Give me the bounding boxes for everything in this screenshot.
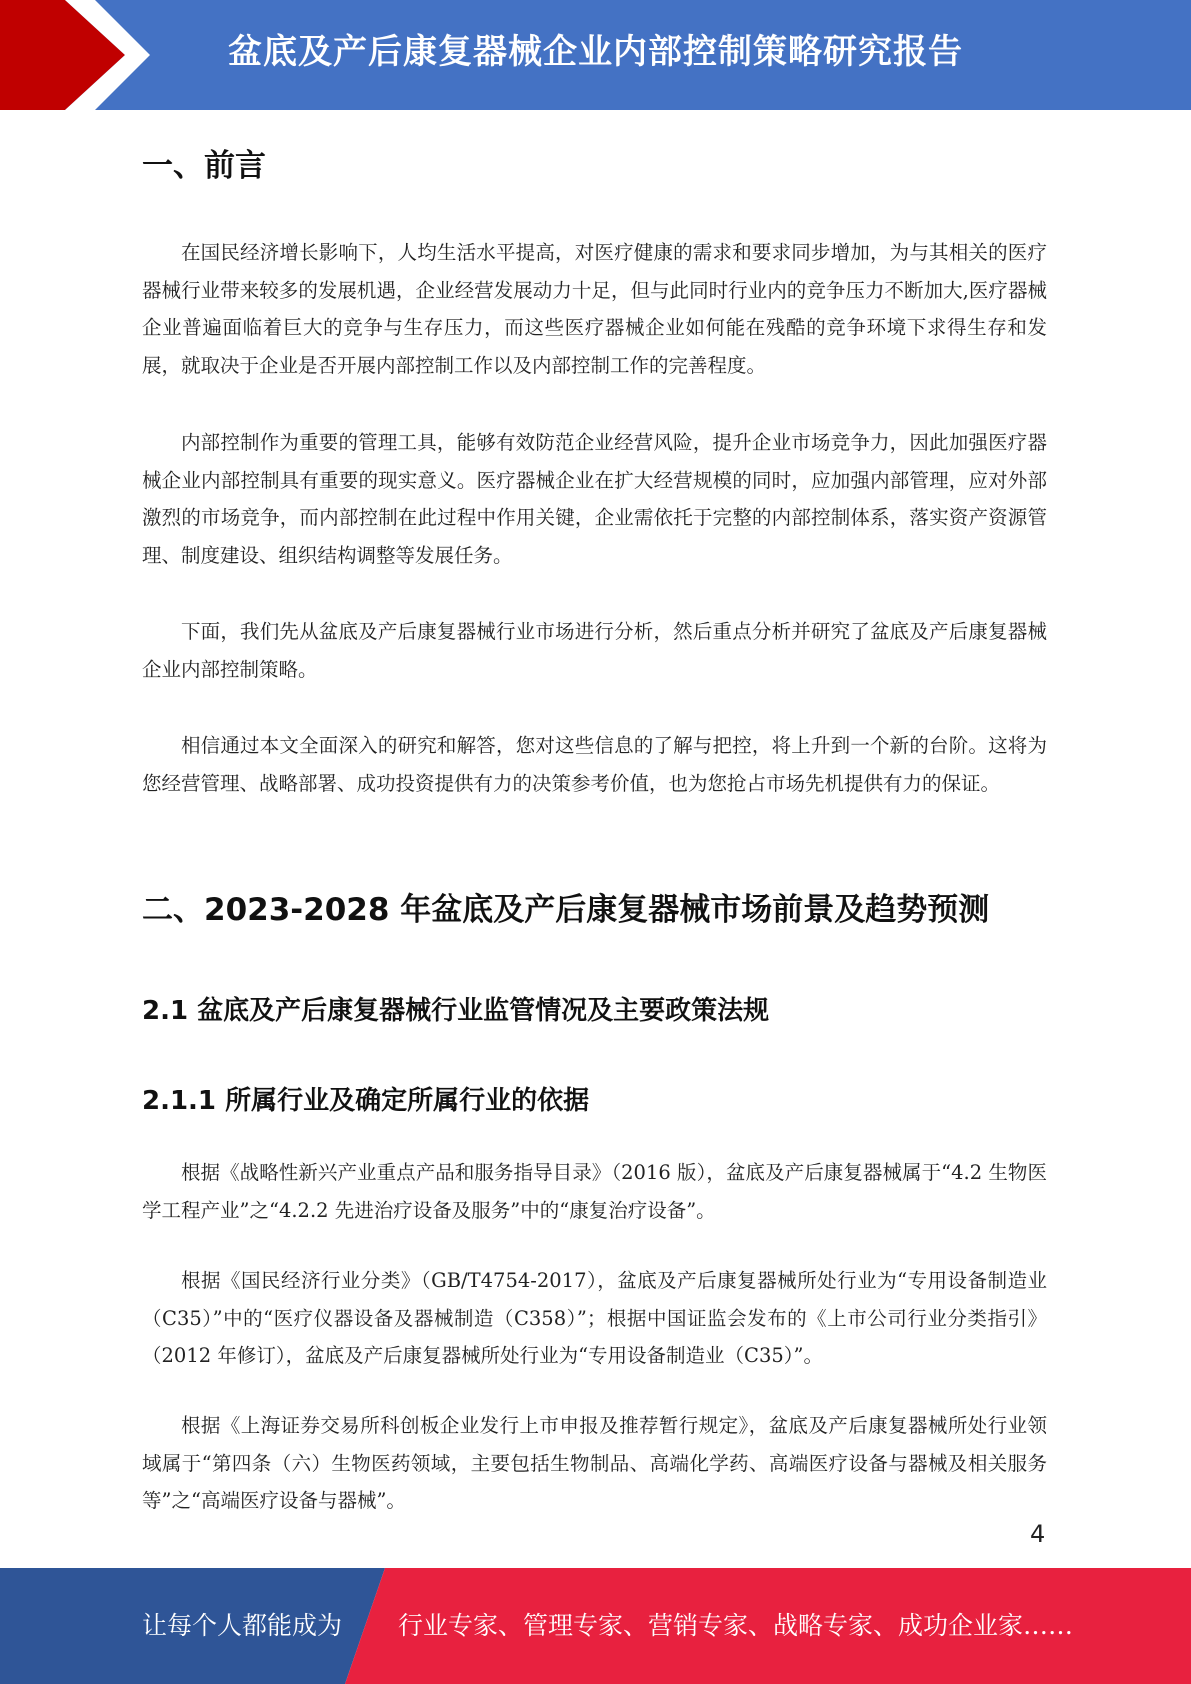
footer-slogan-right: 行业专家、管理专家、营销专家、战略专家、成功企业家…… — [398, 1611, 1074, 1640]
preface-paragraph-1: 在国民经济增长影响下，人均生活水平提高，对医疗健康的需求和要求同步增加，为与其相关的医疗器械行业带来较多的发展机遇，企业经营发展动力十足，但与此同时行业内的竞争压力不断加大,医疗器械企业普遍面临着巨大的竞争与生存压力，而这些医疗器械企业如何能在残酷的竞争环境下求得生存和发展，就取决于企业是否开展内部控制工作以及内部控制工作的完善程度。 — [142, 241, 1047, 377]
section-heading-preface: 一、前言 — [142, 148, 266, 184]
subsection-heading-2-1: 2.1 盆底及产后康复器械行业监管情况及主要政策法规 — [142, 996, 770, 1026]
subsection-heading-2-1-1: 2.1.1 所属行业及确定所属行业的依据 — [142, 1086, 590, 1116]
page-footer — [0, 1568, 1191, 1684]
preface-paragraph-4: 相信通过本文全面深入的研究和解答，您对这些信息的了解与把控，将上升到一个新的台阶。这将为您经营管理、战略部署、成功投资提供有力的决策参考价值，也为您抢占市场先机提供有力的保证。 — [142, 734, 1047, 795]
page-header — [0, 0, 1191, 110]
page-number: 4 — [1030, 1520, 1046, 1548]
preface-paragraph-2: 内部控制作为重要的管理工具，能够有效防范企业经营风险，提升企业市场竞争力，因此加强医疗器械企业内部控制具有重要的现实意义。医疗器械企业在扩大经营规模的同时，应加强内部管理，应对外部激烈的市场竞争，而内部控制在此过程中作用关键，企业需依托于完整的内部控制体系，落实资产资源管理、制度建设、组织结构调整等发展任务。 — [142, 431, 1047, 567]
industry-paragraph-2: 根据《国民经济行业分类》（GB/T4754-2017），盆底及产后康复器械所处行业为“专用设备制造业（C35）”中的“医疗仪器设备及器械制造（C358）”；根据中国证监会发布的《上市公司行业分类指引》（2012 年修订），盆底及产后康复器械所处行业为“专用设备制造业（C35）”。 — [142, 1269, 1047, 1367]
preface-paragraph-3: 下面，我们先从盆底及产后康复器械行业市场进行分析，然后重点分析并研究了盆底及产后康复器械企业内部控制策略。 — [142, 620, 1047, 681]
section-heading-market-forecast: 二、2023-2028 年盆底及产后康复器械市场前景及趋势预测 — [142, 892, 990, 928]
industry-paragraph-3: 根据《上海证券交易所科创板企业发行上市申报及推荐暂行规定》，盆底及产后康复器械所处行业领域属于“第四条（六）生物医药领域，主要包括生物制品、高端化学药、高端医疗设备与器械及相关服务等”之“高端医疗设备与器械”。 — [142, 1414, 1047, 1512]
header-arrow-decoration — [0, 0, 160, 110]
footer-slogan-left: 让每个人都能成为 — [142, 1611, 343, 1640]
industry-paragraph-1: 根据《战略性新兴产业重点产品和服务指导目录》（2016 版），盆底及产后康复器械属于“4.2 生物医学工程产业”之“4.2.2 先进治疗设备及服务”中的“康复治疗设备”。 — [142, 1161, 1047, 1222]
report-title: 盆底及产后康复器械企业内部控制策略研究报告 — [228, 32, 963, 72]
